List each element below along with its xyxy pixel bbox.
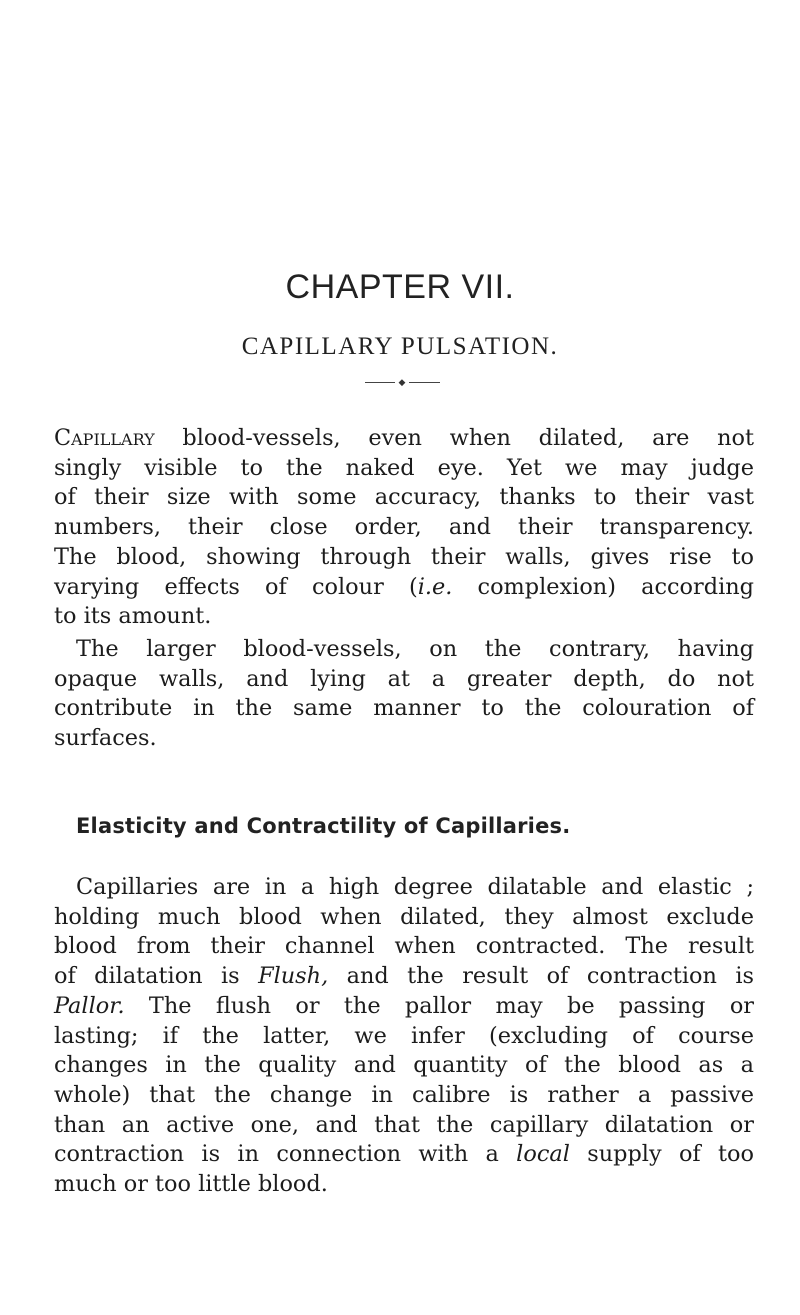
italic-span: i.e. <box>417 573 453 600</box>
text-line: opaque walls, and lying at a greater depth, do not <box>54 665 754 692</box>
text-span: blood-vessels, even when dilated, are not <box>154 425 754 451</box>
rule-right-line <box>409 382 440 383</box>
text-line: changes in the quality and quantity of the blood as a <box>54 1052 754 1079</box>
text-line: surfaces. <box>54 725 157 752</box>
text-line: of their size with some accuracy, thanks to their vast <box>54 484 754 511</box>
chapter-title: CAPILLARY PULSATION. <box>241 333 559 360</box>
italic-span: local <box>516 1141 570 1168</box>
text-line: much or too little blood. <box>54 1171 328 1198</box>
text-line: numbers, their close order, and their transparency. <box>54 514 754 541</box>
text-line: lasting; if the latter, we infer (excluding of course <box>54 1022 754 1049</box>
text-line: whole) that the change in calibre is rather a passive <box>54 1081 754 1108</box>
section-heading: Elasticity and Contractility of Capillaries. <box>76 814 571 838</box>
text-line: blood from their channel when contracted. The result <box>54 933 754 960</box>
paragraph-1 <box>54 424 754 632</box>
chapter-number: CHAPTER VII. <box>285 268 515 306</box>
text-line <box>54 962 754 992</box>
diamond-ornament-icon: ◆ <box>398 378 406 388</box>
text-span: supply of too <box>569 1141 755 1168</box>
italic-span: Pallor. <box>54 992 125 1019</box>
text-span: complexion) according <box>452 573 754 600</box>
text-line: The larger blood-vessels, on the contrary, having <box>76 636 754 662</box>
text-line: contribute in the same manner to the colouration of <box>54 695 754 722</box>
text-line <box>54 573 754 603</box>
text-line: The blood, showing through their walls, gives rise to <box>54 543 754 570</box>
text-line: Capillaries are in a high degree dilatable and elastic ; <box>76 874 754 900</box>
text-line: singly visible to the naked eye. Yet we may judge <box>54 454 754 481</box>
text-span: and the result of contraction is <box>328 963 754 990</box>
text-line <box>54 424 754 454</box>
text-line <box>54 992 754 1022</box>
paragraph-3 <box>54 873 754 1200</box>
paragraph-2 <box>54 635 754 754</box>
text-span: varying effects of colour ( <box>54 573 418 600</box>
text-line <box>54 1140 754 1170</box>
text-line: than an active one, and that the capillary dilatation or <box>54 1111 754 1138</box>
rule-left-line <box>365 382 395 383</box>
text-line: holding much blood when dilated, they almost exclude <box>54 903 754 930</box>
text-span: The flush or the pallor may be passing or <box>124 992 754 1019</box>
italic-span: Flush, <box>258 963 329 990</box>
text-line: to its amount. <box>54 603 212 630</box>
ornamental-rule <box>365 378 440 388</box>
text-span: contraction is in connection with a <box>54 1141 517 1168</box>
drop-word: Capillary <box>54 425 155 451</box>
text-span: of dilatation is <box>54 963 259 990</box>
